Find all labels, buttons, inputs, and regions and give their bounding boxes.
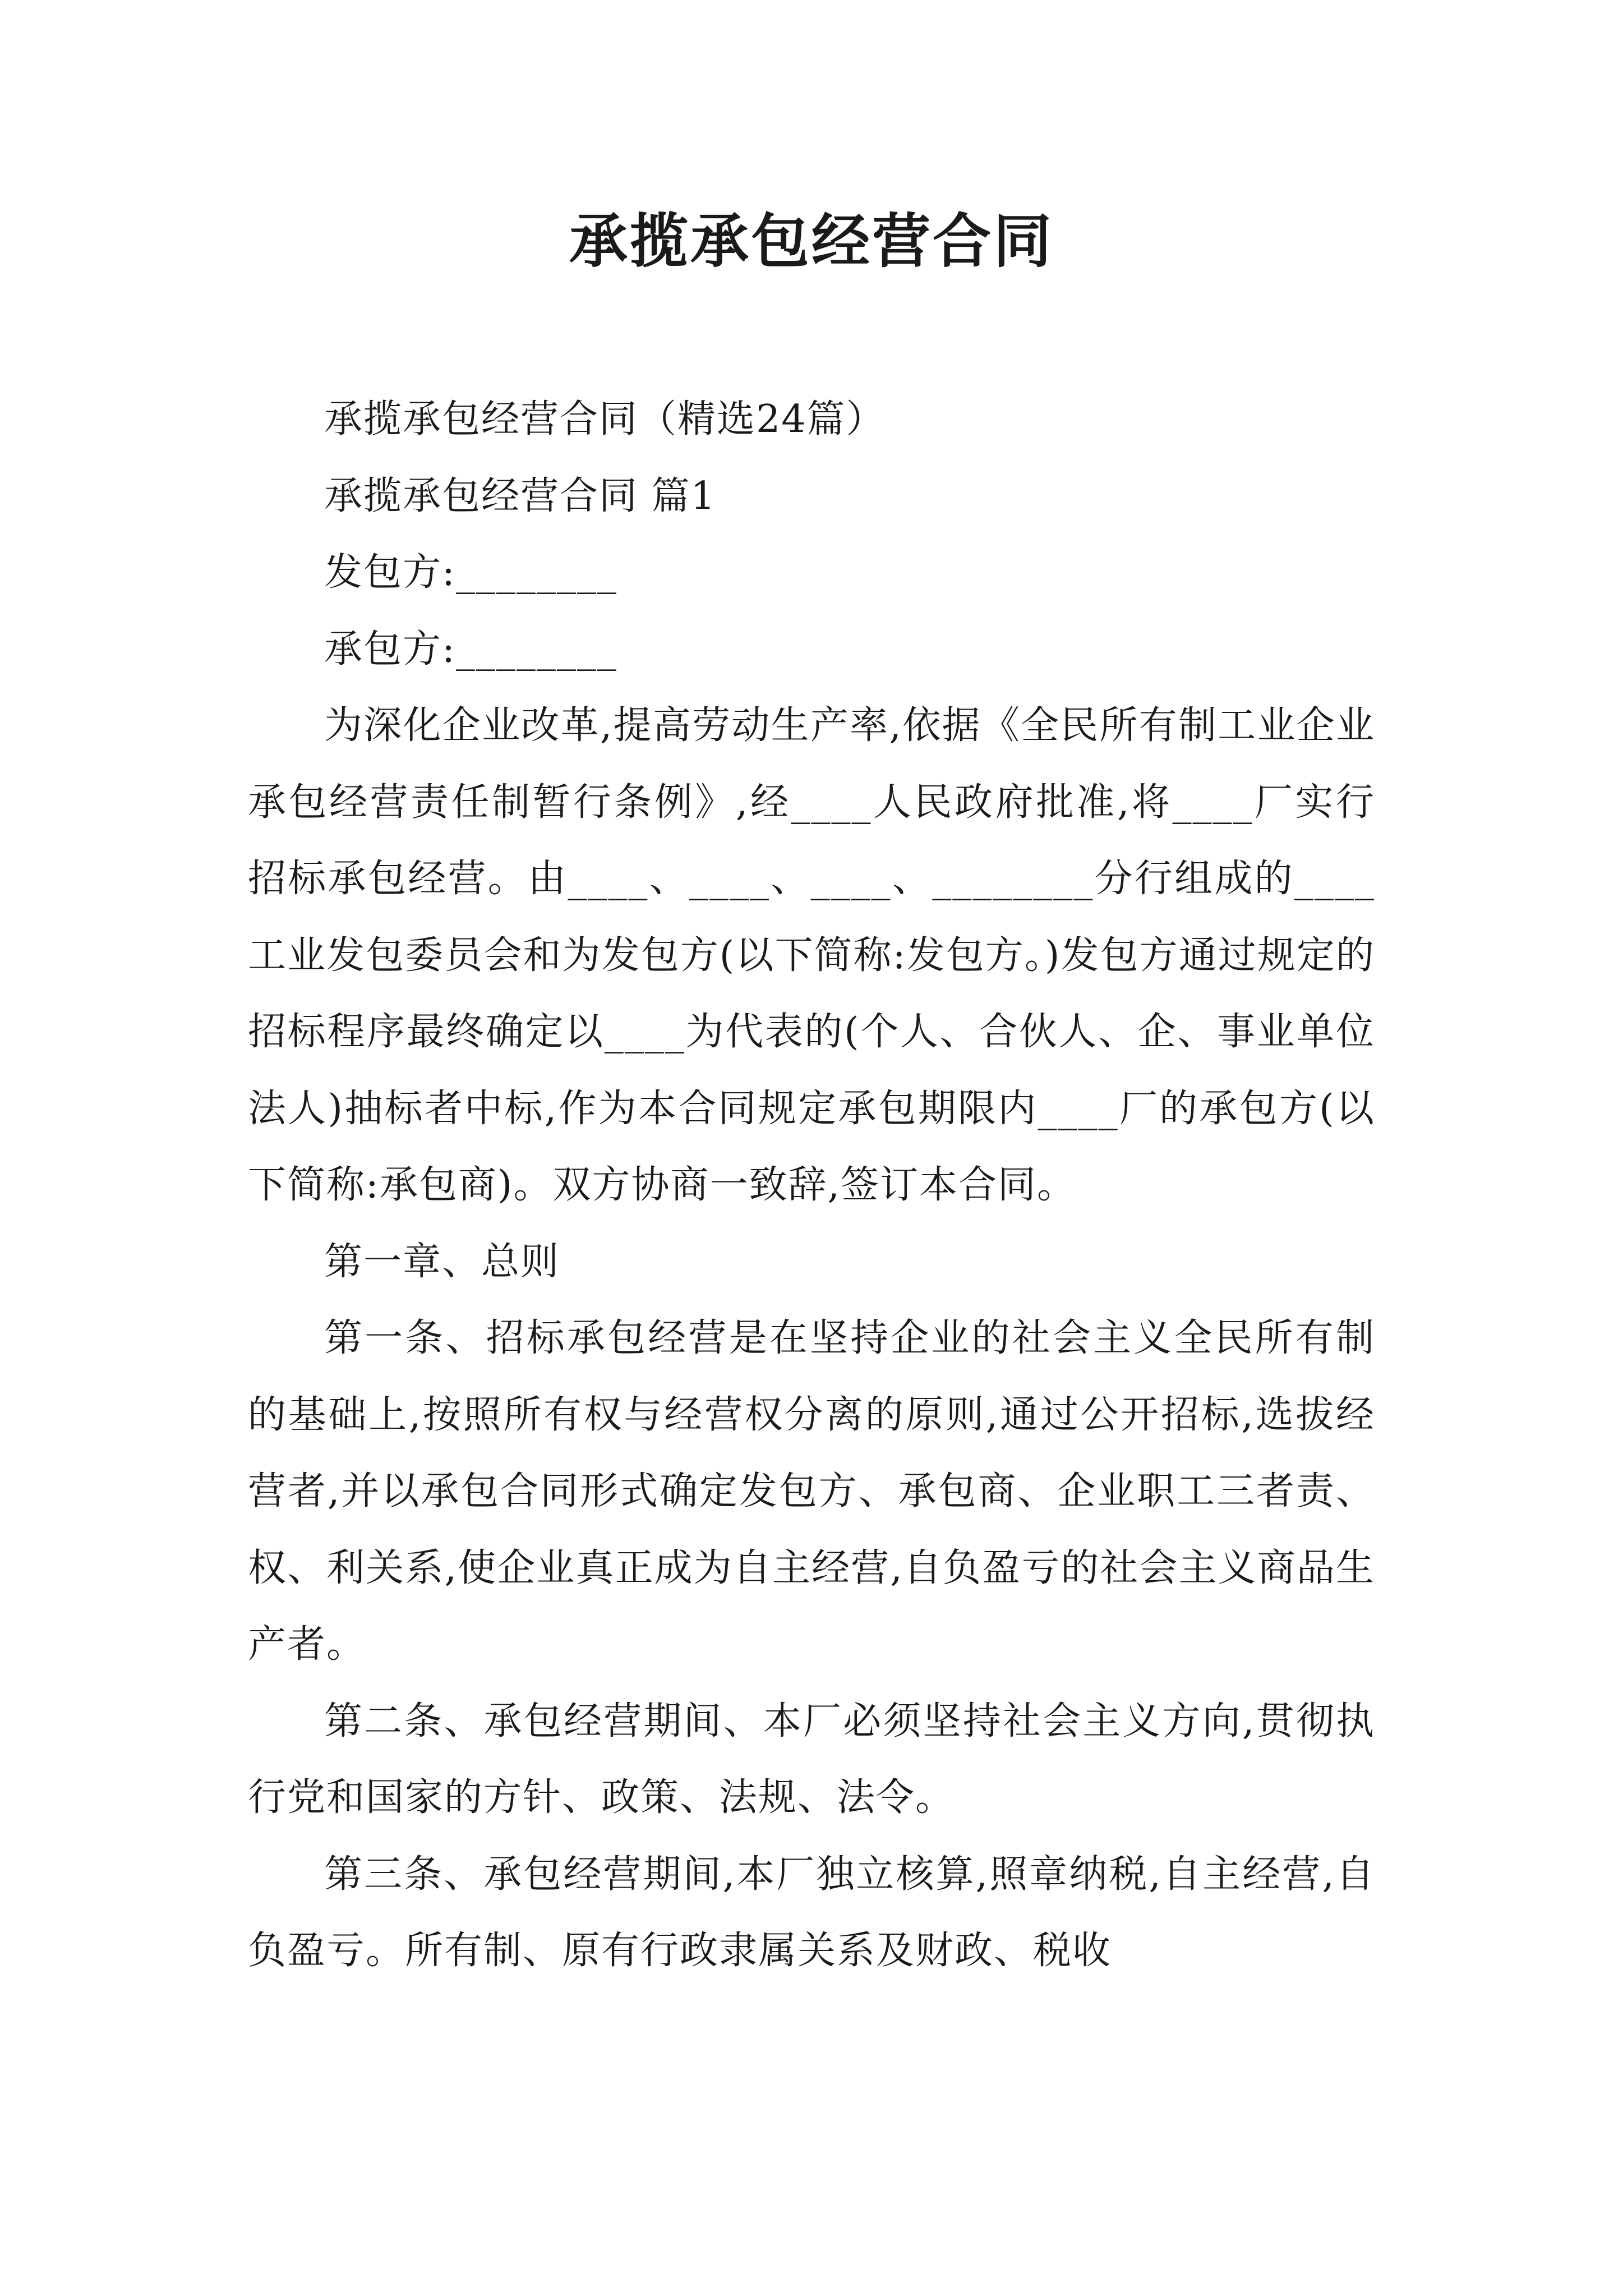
preamble-paragraph: 为深化企业改革,提高劳动生产率,依据《全民所有制工业企业承包经营责任制暂行条例》,经____人民政府批准,将____厂实行招标承包经营。由____、____、____、________分行组成的____工业发包委员会和为发包方(以下简称:发包方。)发包方通过规定的招标程序最终确定以____为代表的(个人、合伙人、企、事业单位法人)抽标者中标,作为本合同规定承包期限内____厂的承包方(以下简称:承包商)。双方协商一致辞,签订本合同。 [248, 703, 1375, 1207]
document-body [248, 381, 1375, 1990]
article-3: 第三条、承包经营期间,本厂独立核算,照章纳税,自主经营,自负盈亏。所有制、原有行政隶属关系及财政、税收 [248, 1852, 1375, 1973]
party-contractor-line: 承包方:________ [324, 627, 617, 671]
article-1: 第一条、招标承包经营是在坚持企业的社会主义全民所有制的基础上,按照所有权与经营权分离的原则,通过公开招标,选拔经营者,并以承包合同形式确定发包方、承包商、企业职工三者责、权、利关系,使企业真正成为自主经营,自负盈亏的社会主义商品生产者。 [248, 1316, 1375, 1667]
chapter-heading: 第一章、总则 [324, 1239, 560, 1284]
article-2: 第二条、承包经营期间、本厂必须坚持社会主义方向,贯彻执行党和国家的方针、政策、法规、法令。 [248, 1699, 1375, 1820]
party-issuer-line: 发包方:________ [324, 550, 617, 595]
doc-subtitle: 承揽承包经营合同（精选24篇） [324, 397, 886, 441]
section-heading: 承揽承包经营合同 篇1 [324, 473, 716, 518]
document-title: 承揽承包经营合同 [569, 206, 1054, 275]
